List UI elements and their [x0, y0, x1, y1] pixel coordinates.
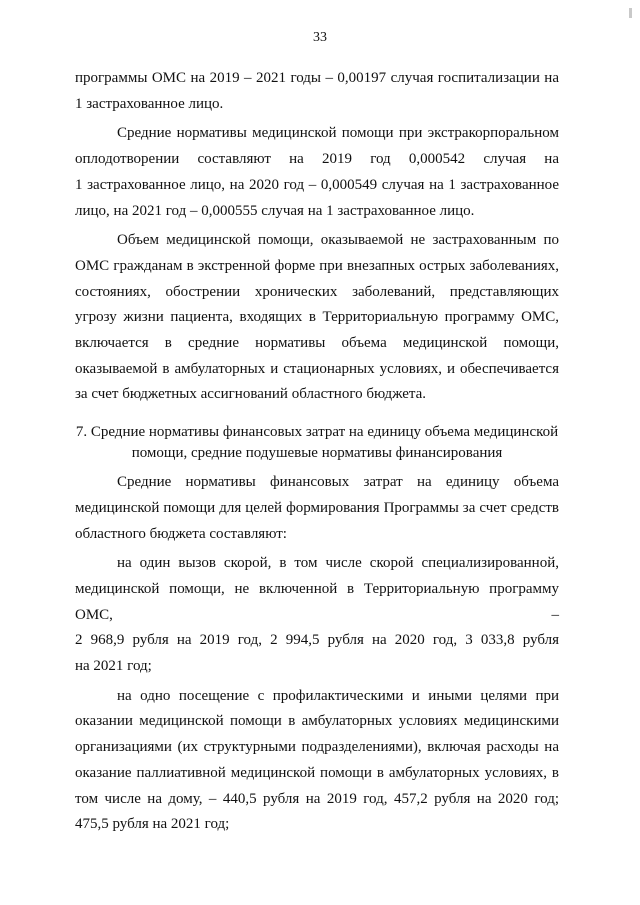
text-line: 475,5 рубля на 2021 год;: [75, 816, 230, 833]
text-line: оказываемой в амбулаторных и стационарных условиях, и обеспечивается: [75, 360, 559, 377]
heading-line: помощи, средние подушевые нормативы финансирования: [131, 445, 503, 462]
text-line: на одно посещение с профилактическими и иными целями при: [117, 687, 559, 704]
text-line: том числе на дому, – 440,5 рубля на 2019 год, 457,2 рубля на 2020 год;: [75, 790, 559, 807]
text-line: Объем медицинской помощи, оказываемой не застрахованным по: [117, 232, 559, 249]
scan-mark: [629, 8, 632, 18]
text-line: Средние нормативы медицинской помощи при экстракорпоральном: [117, 125, 559, 142]
text-line: организациями (их структурными подразделениями), включая расходы на: [75, 739, 559, 756]
text-line: программы ОМС на 2019 – 2021 годы – 0,00197 случая госпитализации на: [75, 70, 559, 86]
text-line: за счет бюджетных ассигнований областного бюджета.: [75, 386, 427, 403]
section-heading: [75, 422, 559, 464]
text-line: медицинской помощи, не включенной в Территориальную программу ОМС, –: [75, 580, 559, 623]
text-line: оплодотворении составляют на 2019 год 0,000542 случая на: [75, 151, 559, 168]
paragraph-oms-hospitalization: [75, 66, 559, 117]
document-body: [75, 66, 559, 838]
page-number: 33: [313, 30, 327, 45]
text-line: Средние нормативы финансовых затрат на единицу объема: [117, 474, 559, 491]
paragraph-eco-norms: [75, 121, 559, 224]
text-line: 1 застрахованное лицо, на 2020 год – 0,000549 случая на 1 застрахованное: [75, 176, 559, 193]
paragraph-visit-cost: [75, 684, 559, 838]
text-line: ОМС гражданам в экстренной форме при внезапных острых заболеваниях,: [75, 257, 559, 274]
heading-line: 7. Средние нормативы финансовых затрат на единицу объема медицинской: [75, 424, 559, 441]
text-line: включается в средние нормативы объема медицинской помощи,: [75, 335, 559, 352]
text-line: на один вызов скорой, в том числе скорой специализированной,: [117, 555, 559, 572]
text-line: угрозу жизни пациента, входящих в Территориальную программу ОМС,: [75, 309, 559, 326]
text-line: областного бюджета составляют:: [75, 525, 287, 542]
text-line: оказание паллиативной медицинской помощи в амбулаторных условиях, в: [75, 764, 559, 781]
text-line: лицо, на 2021 год – 0,000555 случая на 1 застрахованное лицо.: [75, 202, 475, 219]
text-line: состояниях, обострении хронических заболеваний, представляющих: [75, 283, 559, 300]
text-line: 1 застрахованное лицо.: [75, 95, 224, 112]
text-line: медицинской помощи для целей формирования Программы за счет средств: [75, 499, 559, 516]
text-line: оказании медицинской помощи в амбулаторных условиях медицинскими: [75, 713, 559, 730]
text-line: на 2021 год;: [75, 658, 152, 675]
paragraph-ambulance-call-cost: [75, 551, 559, 680]
text-line: 2 968,9 рубля на 2019 год, 2 994,5 рубля на 2020 год, 3 033,8 рубля: [75, 632, 559, 649]
paragraph-uninsured-care: [75, 228, 559, 408]
paragraph-financial-norms-intro: [75, 470, 559, 547]
